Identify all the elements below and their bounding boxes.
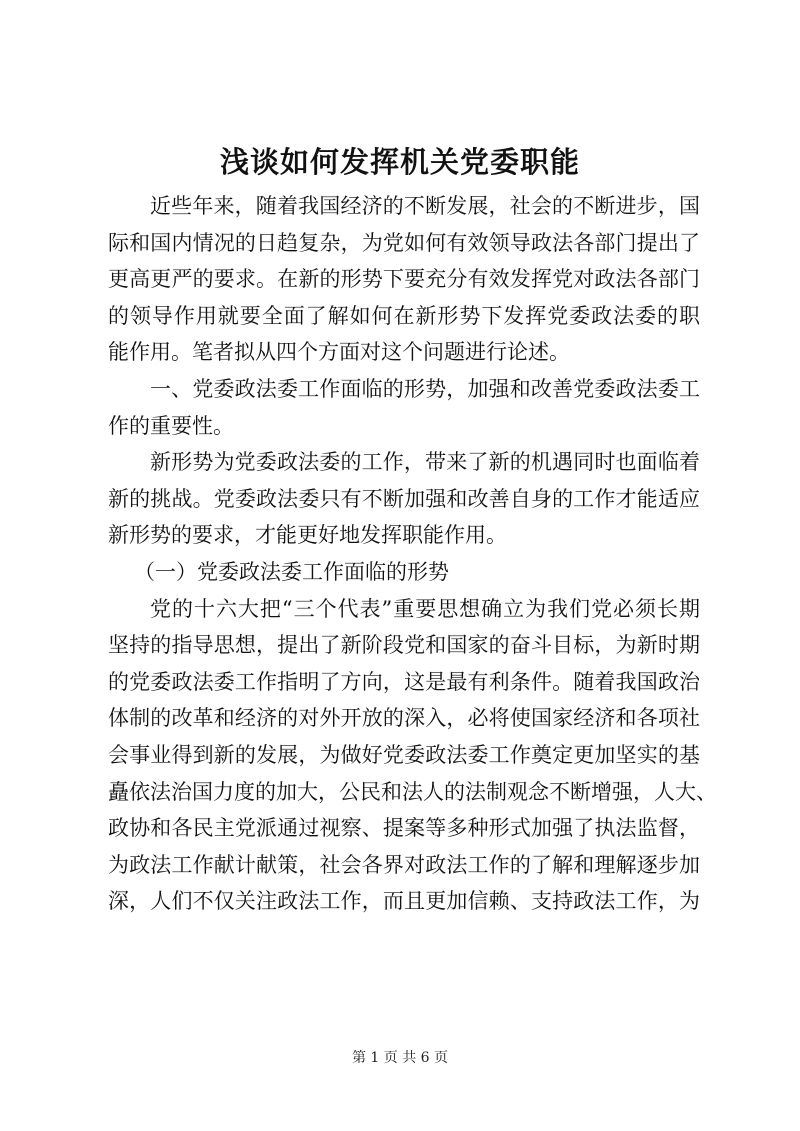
paragraph-line: 新的挑战。党委政法委只有不断加强和改善自身的工作才能适应: [108, 486, 700, 511]
paragraph-line: 能作用。笔者拟从四个方面对这个问题进行论述。: [108, 340, 570, 365]
subsection-heading: （一）党委政法委工作面临的形势: [134, 559, 449, 584]
paragraph-line: 会事业得到新的发展，为做好党委政法委工作奠定更加坚实的基: [108, 742, 700, 767]
paragraph-line: 更高更严的要求。在新的形势下要充分有效发挥党对政法各部门: [108, 267, 700, 292]
paragraph-line: 矗依法治国力度的加大，公民和法人的法制观念不断增强，人大、: [108, 779, 717, 804]
section-heading-line: 作的重要性。: [108, 413, 234, 438]
paragraph-line: 体制的改革和经济的对外开放的深入，必将使国家经济和各项社: [108, 706, 700, 731]
paragraph-line: 坚持的指导思想，提出了新阶段党和国家的奋斗目标，为新时期: [108, 633, 700, 658]
paragraph-line: 际和国内情况的日趋复杂，为党如何有效领导政法各部门提出了: [108, 230, 700, 255]
paragraph-line: 的党委政法委工作指明了方向，这是最有利条件。随着我国政治: [108, 669, 700, 694]
page-number-footer: 第 1 页 共 6 页: [351, 1050, 449, 1066]
document-body: [108, 188, 717, 920]
paragraph-line: 新形势为党委政法委的工作，带来了新的机遇同时也面临着: [150, 450, 700, 475]
document-title: 浅谈如何发挥机关党委职能: [219, 145, 580, 179]
paragraph-line: 新形势的要求，才能更好地发挥职能作用。: [108, 523, 507, 548]
paragraph-line: 党的十六大把“三个代表”重要思想确立为我们党必须长期: [150, 596, 700, 621]
section-heading-line: 一、党委政法委工作面临的形势，加强和改善党委政法委工: [150, 376, 700, 401]
paragraph-line: 为政法工作献计献策，社会各界对政法工作的了解和理解逐步加: [108, 852, 700, 877]
paragraph-line: 的领导作用就要全面了解如何在新形势下发挥党委政法委的职: [108, 303, 700, 328]
paragraph-line: 近些年来，随着我国经济的不断发展，社会的不断进步，国: [150, 194, 700, 218]
paragraph-line: 深，人们不仅关注政法工作，而且更加信赖、支持政法工作，为: [108, 889, 700, 914]
paragraph-line: 政协和各民主党派通过视察、提案等多种形式加强了执法监督，: [108, 816, 700, 841]
